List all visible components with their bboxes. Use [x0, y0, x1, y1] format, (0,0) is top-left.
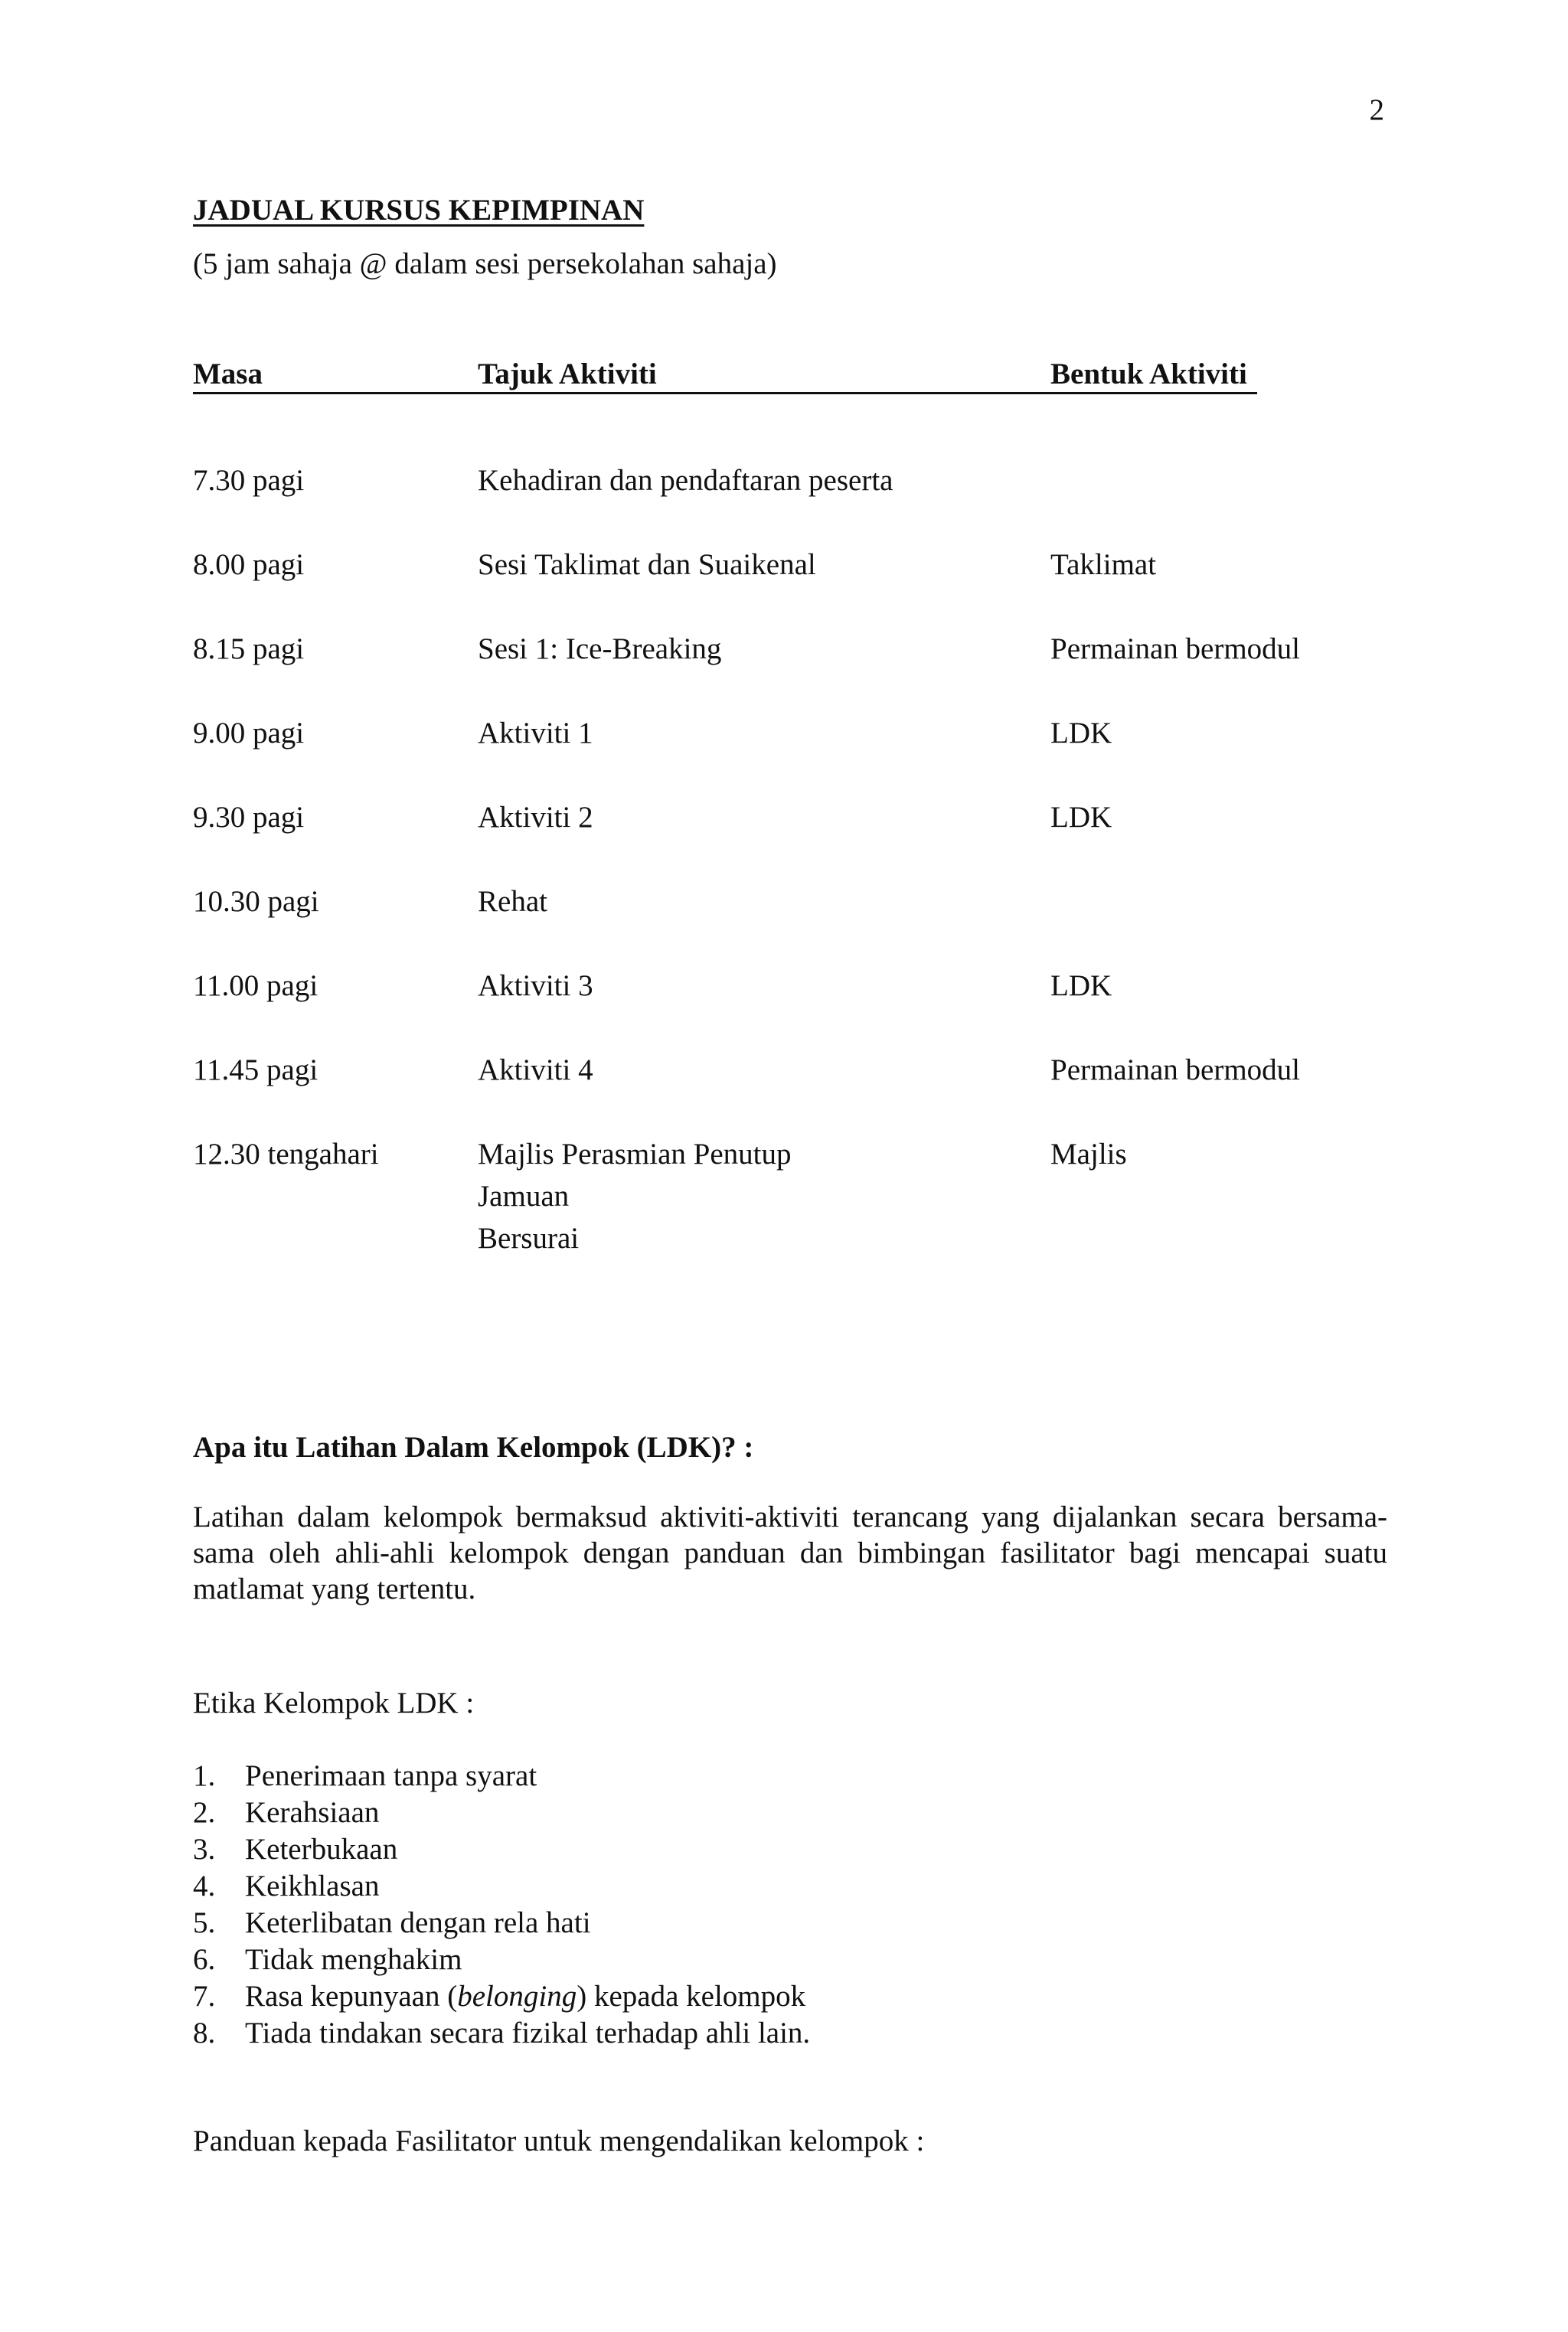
- list-item-number: 4.: [193, 1870, 216, 1903]
- list-item-text-italic: belonging: [457, 1980, 577, 2013]
- row-time: 7.30 pagi: [193, 464, 305, 497]
- list-item-text: [245, 1978, 805, 2015]
- row-topic-line: Jamuan: [478, 1180, 570, 1213]
- schedule-row: [193, 880, 1380, 965]
- schedule-row: [193, 544, 1380, 628]
- list-item-number: 6.: [193, 1943, 216, 1976]
- etika-heading: Etika Kelompok LDK :: [193, 1687, 475, 1720]
- list-item-number: 5.: [193, 1906, 216, 1939]
- list-item-text: Kerahsiaan: [245, 1796, 380, 1829]
- document-subtitle: (5 jam sahaja @ dalam sesi persekolahan sahaja): [193, 247, 777, 280]
- list-item-text: Tidak menghakim: [245, 1943, 462, 1976]
- header-topic: Tajuk Aktiviti: [478, 358, 657, 390]
- list-item-number: 1.: [193, 1759, 216, 1792]
- row-topic-line: Majlis Perasmian Penutup: [478, 1138, 792, 1171]
- row-time: 11.00 pagi: [193, 969, 318, 1002]
- ldk-paragraph: Latihan dalam kelompok bermaksud aktiviti-aktiviti terancang yang dijalankan secara bersama-sama oleh ahli-ahli kelompok dengan panduan dan bimbingan fasilitator bagi mencapai suatu matlamat yang tertentu.: [193, 1501, 1387, 1605]
- row-time: 11.45 pagi: [193, 1053, 318, 1086]
- row-time: 8.15 pagi: [193, 632, 305, 665]
- list-item-text-end: ) kepada kelompok: [577, 1980, 806, 2013]
- list-item-text: Keterbukaan: [245, 1833, 398, 1866]
- schedule-row: [193, 965, 1380, 1049]
- panduan-heading: Panduan kepada Fasilitator untuk mengendalikan kelompok :: [193, 2125, 925, 2157]
- row-topic: [478, 1133, 791, 1259]
- document-title: JADUAL KURSUS KEPIMPINAN: [193, 194, 645, 227]
- row-topic: Aktiviti 1: [478, 717, 593, 750]
- schedule-header: [193, 357, 1257, 394]
- row-form: Permainan bermodul: [1050, 1053, 1300, 1086]
- page-number: 2: [1369, 93, 1384, 126]
- row-topic: Kehadiran dan pendaftaran peserta: [478, 464, 893, 497]
- schedule-row: [193, 459, 1380, 544]
- list-item-text: Penerimaan tanpa syarat: [245, 1759, 537, 1792]
- schedule-table: [193, 459, 1380, 1263]
- row-time: 9.30 pagi: [193, 801, 305, 834]
- row-topic-line: Bersurai: [478, 1222, 580, 1255]
- row-form: Permainan bermodul: [1050, 632, 1300, 665]
- row-time: 10.30 pagi: [193, 885, 319, 918]
- header-form: Bentuk Aktiviti: [1050, 358, 1247, 390]
- list-item-text-start: Rasa kepunyaan (: [245, 1980, 458, 2013]
- list-item-text: Keikhlasan: [245, 1870, 380, 1903]
- row-topic: Rehat: [478, 885, 547, 918]
- row-form: Majlis: [1050, 1138, 1127, 1171]
- list-item-number: 7.: [193, 1980, 216, 2013]
- row-topic: Sesi 1: Ice-Breaking: [478, 632, 722, 665]
- schedule-row: [193, 712, 1380, 796]
- schedule-row: [193, 1049, 1380, 1133]
- row-topic: Aktiviti 2: [478, 801, 593, 834]
- ldk-heading: Apa itu Latihan Dalam Kelompok (LDK)? :: [193, 1431, 754, 1464]
- row-form: LDK: [1050, 969, 1112, 1002]
- row-topic: Aktiviti 4: [478, 1053, 593, 1086]
- list-item-text: Keterlibatan dengan rela hati: [245, 1906, 591, 1939]
- row-topic: Aktiviti 3: [478, 969, 593, 1002]
- list-item-number: 3.: [193, 1833, 216, 1866]
- row-form: Taklimat: [1050, 548, 1157, 581]
- row-form: LDK: [1050, 801, 1112, 834]
- row-time: 8.00 pagi: [193, 548, 305, 581]
- list-item-text: Tiada tindakan secara fizikal terhadap ahli lain.: [245, 2017, 811, 2049]
- row-time: 9.00 pagi: [193, 717, 305, 750]
- schedule-row: [193, 1133, 1380, 1263]
- schedule-row: [193, 796, 1380, 880]
- schedule-row: [193, 628, 1380, 712]
- row-time: 12.30 tengahari: [193, 1138, 379, 1171]
- header-time: Masa: [193, 358, 263, 390]
- list-item-number: 2.: [193, 1796, 216, 1829]
- row-form: LDK: [1050, 717, 1112, 750]
- row-topic: Sesi Taklimat dan Suaikenal: [478, 548, 816, 581]
- list-item-number: 8.: [193, 2017, 216, 2049]
